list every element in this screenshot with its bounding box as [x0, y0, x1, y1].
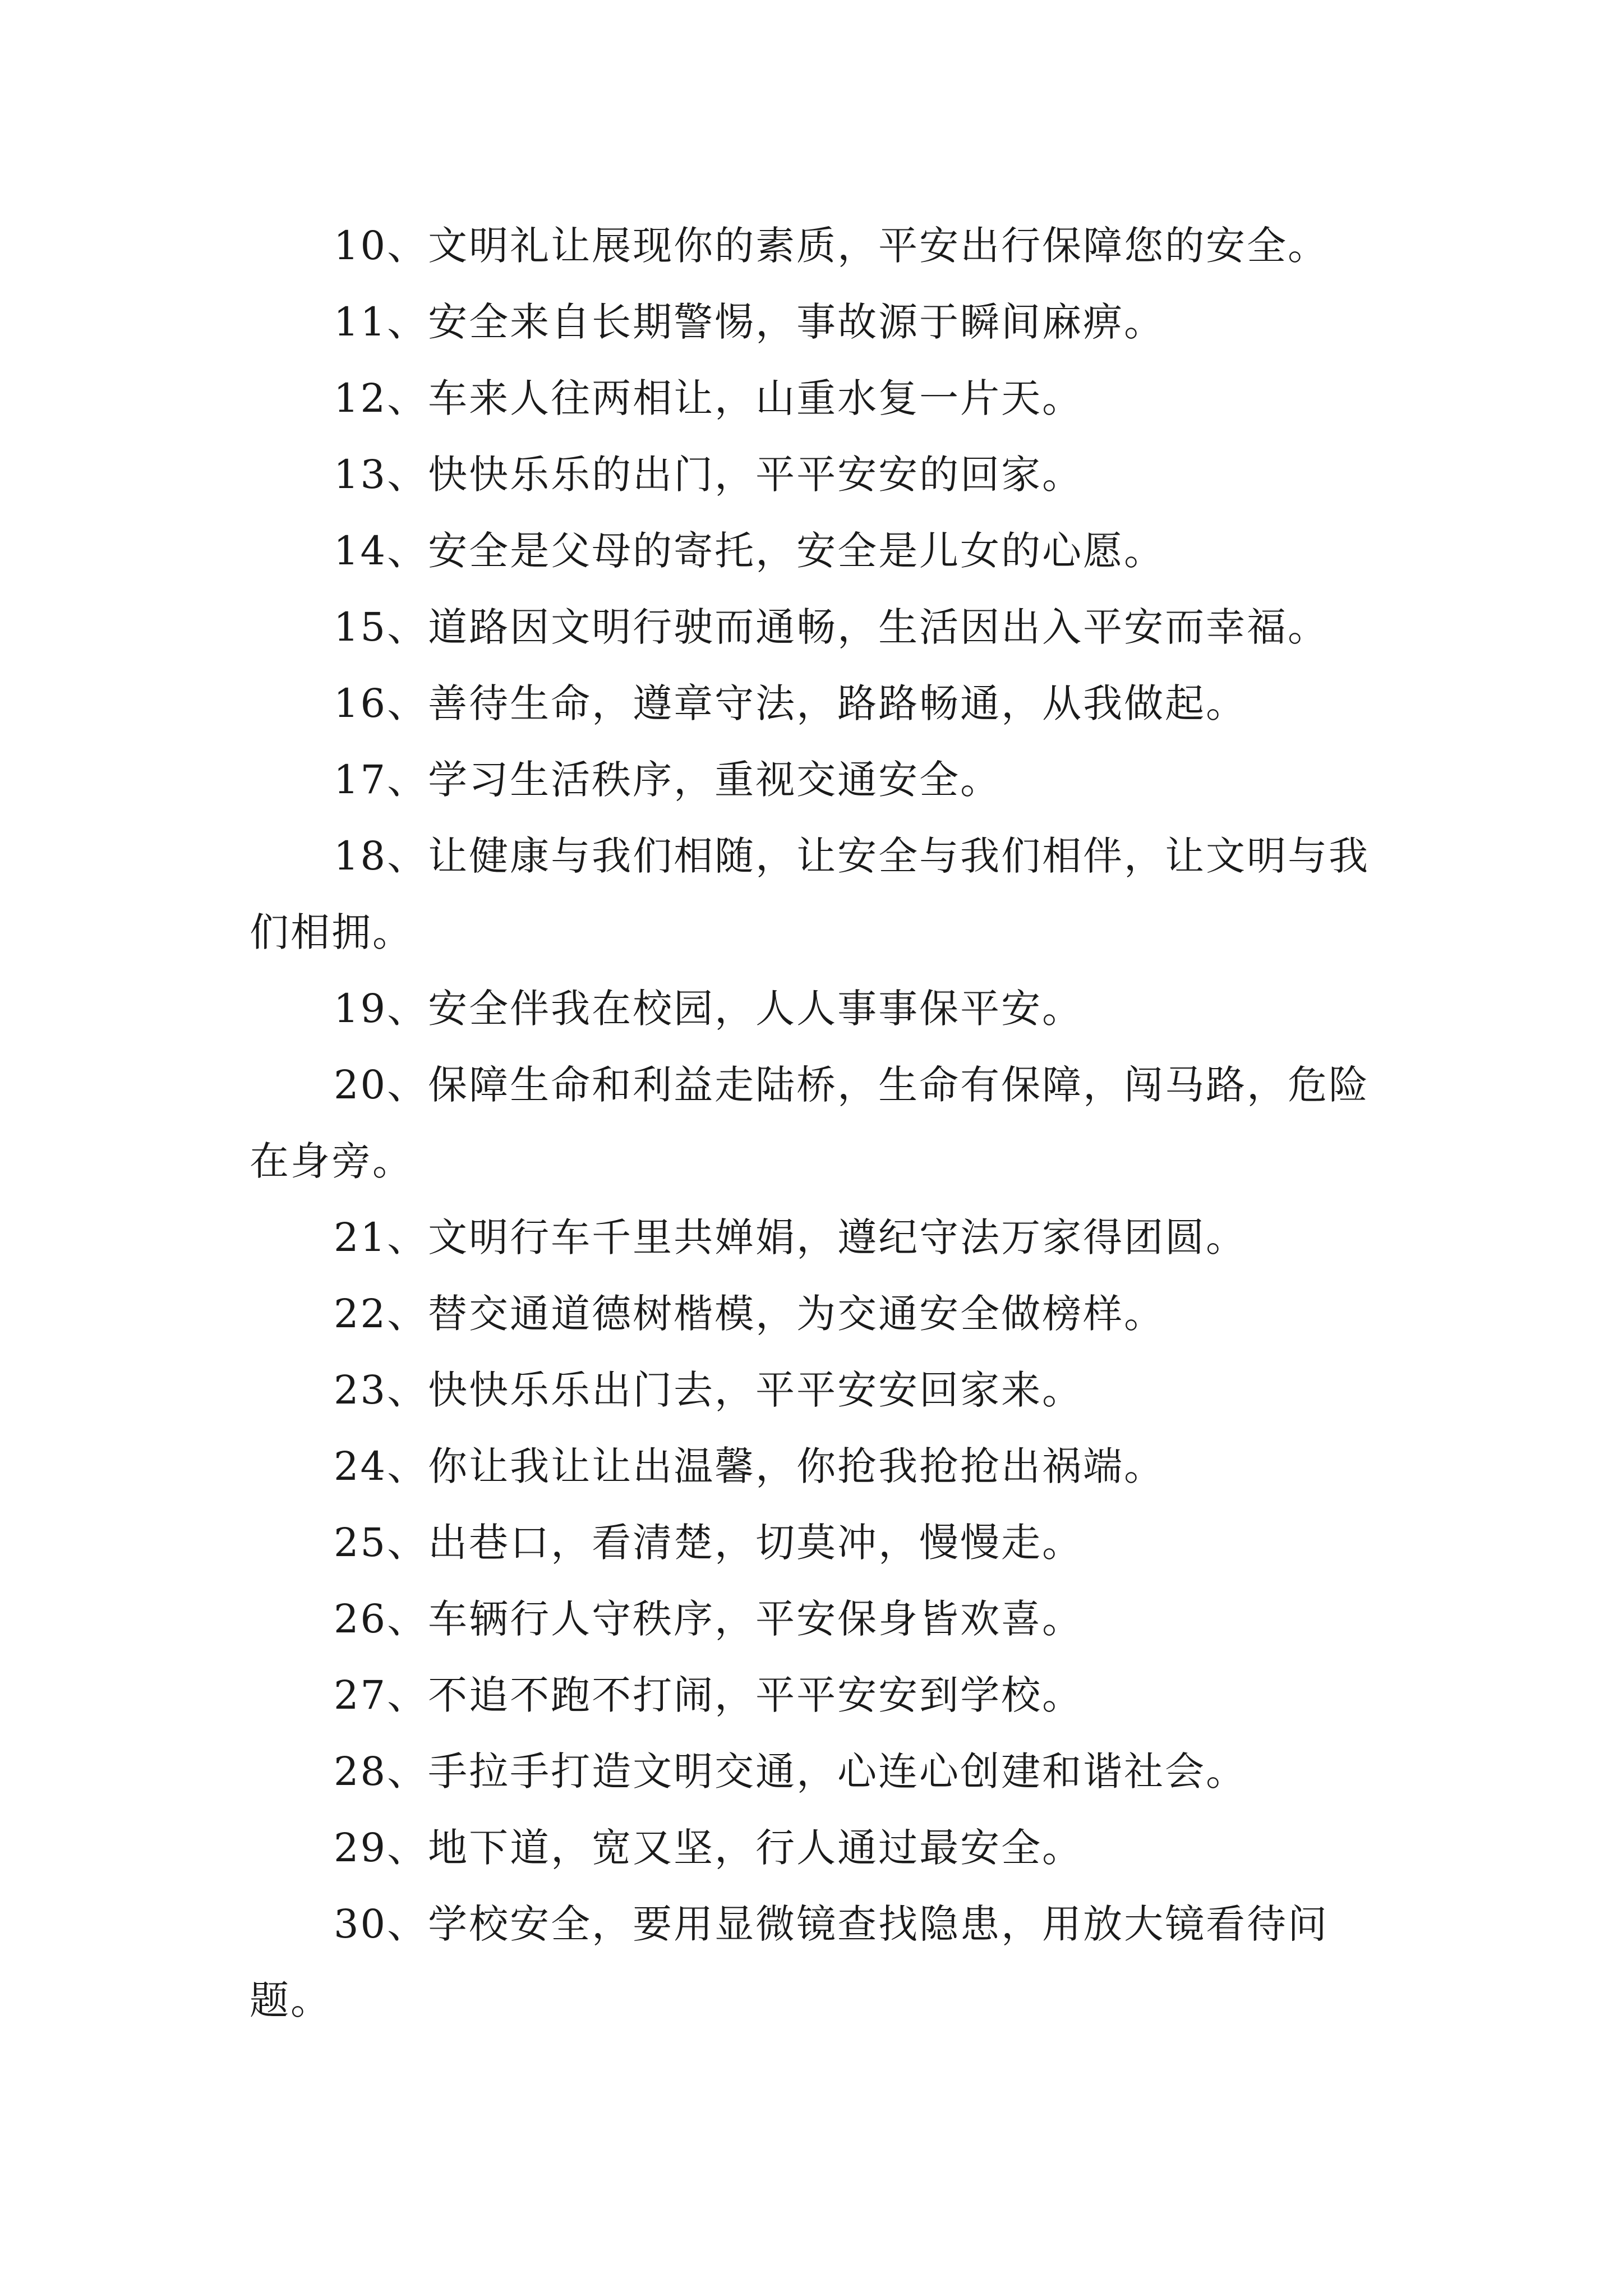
item-number: 23 [334, 1367, 388, 1413]
slogan-item-22 [250, 1276, 1382, 1352]
item-number: 15 [334, 604, 388, 650]
slogan-item-25 [250, 1504, 1382, 1581]
item-number: 28 [334, 1749, 388, 1795]
slogan-item-17 [250, 742, 1382, 818]
item-number: 20 [334, 1062, 388, 1108]
item-number: 27 [334, 1672, 388, 1718]
item-number: 19 [334, 986, 388, 1032]
item-text: 、善待生命，遵章守法，路路畅通，从我做起。 [387, 680, 1247, 726]
slogan-item-11 [250, 284, 1382, 360]
item-text: 、道路因文明行驶而通畅，生活因出入平安而幸福。 [387, 604, 1329, 650]
slogan-item-16 [250, 665, 1382, 742]
slogan-item-27 [250, 1657, 1382, 1733]
item-text: 、学习生活秩序，重视交通安全。 [387, 757, 1002, 803]
item-number: 29 [334, 1825, 388, 1871]
item-number: 16 [334, 680, 388, 726]
item-text: 、文明行车千里共婵娟，遵纪守法万家得团圆。 [387, 1214, 1247, 1260]
slogan-item-20 [250, 1047, 1382, 1199]
item-number: 25 [334, 1520, 388, 1566]
item-number: 24 [334, 1443, 388, 1489]
item-text: 、快快乐乐的出门，平平安安的回家。 [387, 452, 1083, 498]
slogan-item-26 [250, 1581, 1382, 1657]
item-number: 12 [334, 375, 388, 421]
item-number: 22 [334, 1291, 388, 1337]
item-number: 17 [334, 757, 388, 803]
item-text: 、出巷口，看清楚，切莫冲，慢慢走。 [387, 1520, 1083, 1566]
slogan-item-23 [250, 1352, 1382, 1428]
slogan-item-29 [250, 1810, 1382, 1886]
slogan-item-28 [250, 1733, 1382, 1810]
item-text: 、地下道，宽又坚，行人通过最安全。 [387, 1825, 1083, 1871]
item-number: 10 [334, 223, 388, 269]
item-text: 、车辆行人守秩序，平安保身皆欢喜。 [387, 1596, 1083, 1642]
item-text: 、安全是父母的寄托，安全是儿女的心愿。 [387, 528, 1165, 574]
item-text: 、手拉手打造文明交通，心连心创建和谐社会。 [387, 1749, 1247, 1795]
slogan-item-30 [250, 1886, 1382, 2039]
item-number: 18 [334, 833, 388, 879]
item-text: 、替交通道德树楷模，为交通安全做榜样。 [387, 1291, 1165, 1337]
slogan-list [250, 208, 1382, 2039]
slogan-item-12 [250, 360, 1382, 436]
item-text: 、学校安全，要用显微镜查找隐患，用放大镜看待问题。 [250, 1901, 1329, 2023]
item-text: 、车来人往两相让，山重水复一片天。 [387, 375, 1083, 421]
slogan-item-21 [250, 1199, 1382, 1276]
slogan-item-14 [250, 513, 1382, 589]
item-number: 30 [334, 1901, 388, 1947]
item-text: 、让健康与我们相随，让安全与我们相伴，让文明与我们相拥。 [250, 833, 1370, 955]
slogan-item-18 [250, 818, 1382, 970]
slogan-item-10 [250, 208, 1382, 284]
item-text: 、不追不跑不打闹，平平安安到学校。 [387, 1672, 1083, 1718]
slogan-item-13 [250, 436, 1382, 513]
item-text: 、保障生命和利益走陆桥，生命有保障，闯马路，危险在身旁。 [250, 1062, 1370, 1184]
item-text: 、文明礼让展现你的素质，平安出行保障您的安全。 [387, 223, 1329, 269]
item-text: 、快快乐乐出门去，平平安安回家来。 [387, 1367, 1083, 1413]
item-number: 14 [334, 528, 388, 574]
item-text: 、安全伴我在校园，人人事事保平安。 [387, 986, 1083, 1032]
slogan-item-24 [250, 1428, 1382, 1504]
item-number: 13 [334, 452, 388, 498]
item-text: 、你让我让让出温馨，你抢我抢抢出祸端。 [387, 1443, 1165, 1489]
item-number: 21 [334, 1214, 388, 1260]
slogan-item-19 [250, 970, 1382, 1047]
slogan-item-15 [250, 589, 1382, 665]
item-text: 、安全来自长期警惕，事故源于瞬间麻痹。 [387, 299, 1165, 345]
item-number: 26 [334, 1596, 388, 1642]
item-number: 11 [334, 299, 388, 345]
